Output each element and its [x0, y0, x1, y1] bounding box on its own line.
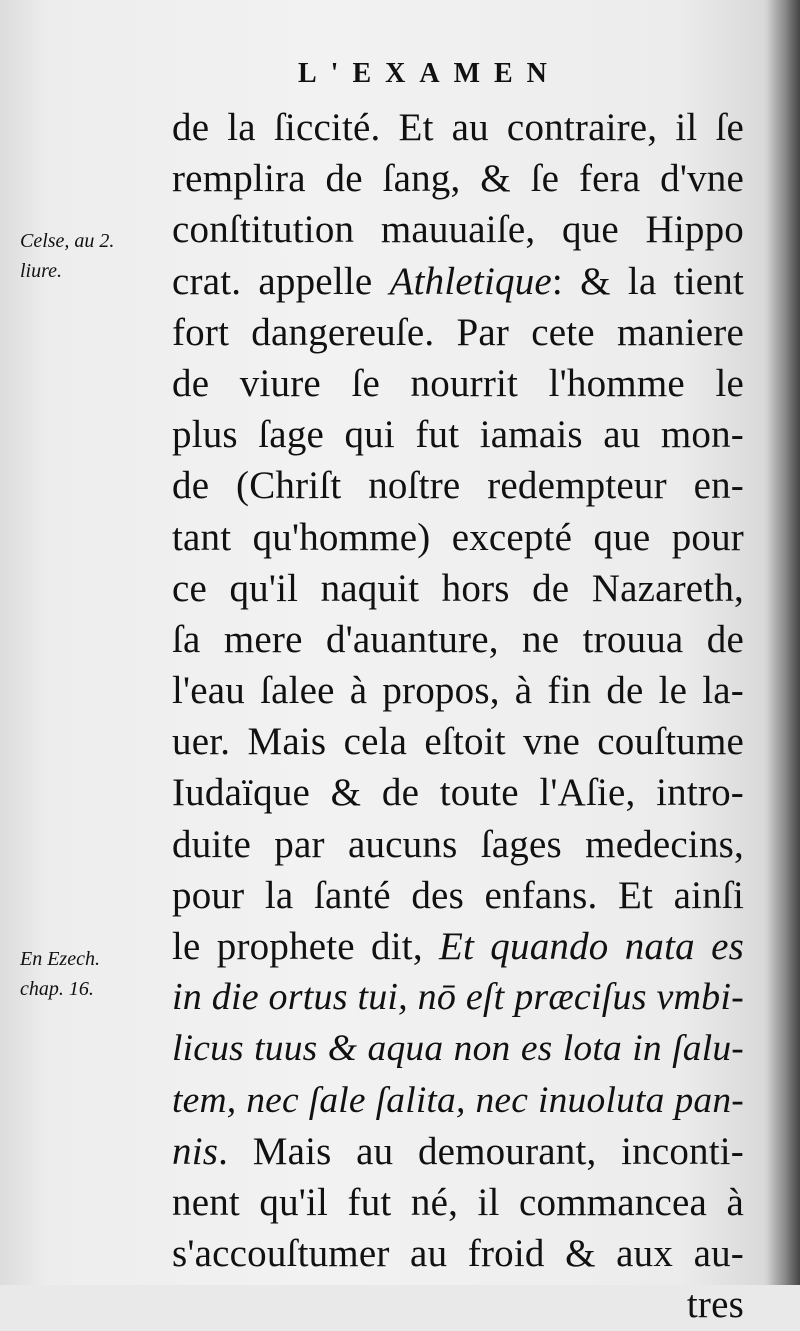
text-line	[172, 1177, 744, 1228]
text-line	[172, 563, 744, 614]
margin-note-line: En Ezech.	[20, 948, 100, 970]
page-gutter-shadow	[764, 0, 800, 1285]
text-segment: tant qu'homme) excepté que pour	[172, 515, 744, 559]
text-line	[172, 767, 744, 818]
italic-segment: Et quando nata es	[439, 925, 744, 968]
text-line	[172, 204, 744, 255]
text-segment: tres	[686, 1283, 744, 1327]
body-text	[172, 102, 744, 1331]
text-line	[172, 102, 744, 153]
text-segment: conſtitution mauuaiſe, que Hippo	[172, 208, 744, 252]
text-segment: uer. Mais cela eſtoit vne couſtume	[172, 720, 744, 764]
text-segment: pour la ſanté des enfans. Et ainſi	[172, 873, 744, 917]
margin-note-line: liure.	[20, 260, 63, 282]
italic-segment: in die ortus tui, nō eſt præciſus vmbi-	[172, 976, 744, 1019]
text-segment: : & la tient	[551, 259, 744, 303]
margin-note-ezech	[20, 944, 100, 1004]
margin-note-celse	[20, 226, 114, 286]
text-segment: nent qu'il fut né, il commancea à	[172, 1180, 744, 1224]
italic-segment: Athletique	[389, 259, 552, 303]
running-header: L'EXAMEN	[298, 58, 561, 89]
text-line	[172, 358, 744, 409]
text-line	[172, 614, 744, 665]
margin-note-line: chap. 16.	[20, 978, 94, 1000]
text-line	[172, 512, 744, 563]
text-segment: de (Chriſt noſtre redempteur en-	[172, 464, 744, 508]
text-line	[172, 409, 744, 460]
text-line	[172, 921, 744, 972]
text-segment: . Mais au demourant, inconti-	[218, 1129, 744, 1173]
italic-segment: tem, nec ſale ſalita, nec inuoluta pan-	[172, 1079, 744, 1121]
text-segment: crat. appelle	[172, 259, 390, 303]
text-segment: l'eau ſalee à propos, à fin de le la-	[172, 669, 744, 713]
text-line	[172, 1075, 744, 1126]
text-segment: plus ſage qui fut iamais au mon-	[172, 413, 744, 457]
text-line	[172, 665, 744, 716]
text-line	[172, 870, 744, 921]
text-line	[172, 1228, 744, 1279]
italic-segment: licus tuus & aqua non es lota in ſalu-	[172, 1028, 744, 1070]
text-line	[172, 307, 744, 358]
text-line	[172, 460, 744, 511]
text-line	[172, 1126, 744, 1177]
text-segment: ce qu'il naquit hors de Nazareth,	[172, 566, 744, 610]
text-line	[172, 1279, 744, 1330]
text-segment: le prophete dit,	[172, 925, 440, 968]
text-segment: ſa mere d'auanture, ne trouua de	[172, 617, 744, 661]
text-line	[172, 972, 744, 1023]
text-line	[172, 716, 744, 767]
text-line	[172, 256, 744, 307]
italic-segment: nis	[172, 1129, 219, 1173]
text-line	[172, 1023, 744, 1074]
text-segment: de viure ſe nourrit l'homme le	[172, 361, 744, 405]
text-line	[172, 819, 744, 870]
text-segment: remplira de ſang, & ſe fera d'vne	[172, 157, 744, 201]
margin-note-line: Celse, au 2.	[20, 230, 115, 252]
text-segment: Iudaïque & de toute l'Aſie, intro-	[172, 771, 744, 815]
text-segment: fort dangereuſe. Par cete maniere	[172, 310, 744, 354]
text-segment: duite par aucuns ſages medecins,	[172, 822, 744, 866]
text-line	[172, 153, 744, 204]
text-segment: de la ſiccité. Et au contraire, il ſe	[172, 106, 744, 149]
text-segment: s'accouſtumer au froid & aux au-	[172, 1232, 744, 1276]
